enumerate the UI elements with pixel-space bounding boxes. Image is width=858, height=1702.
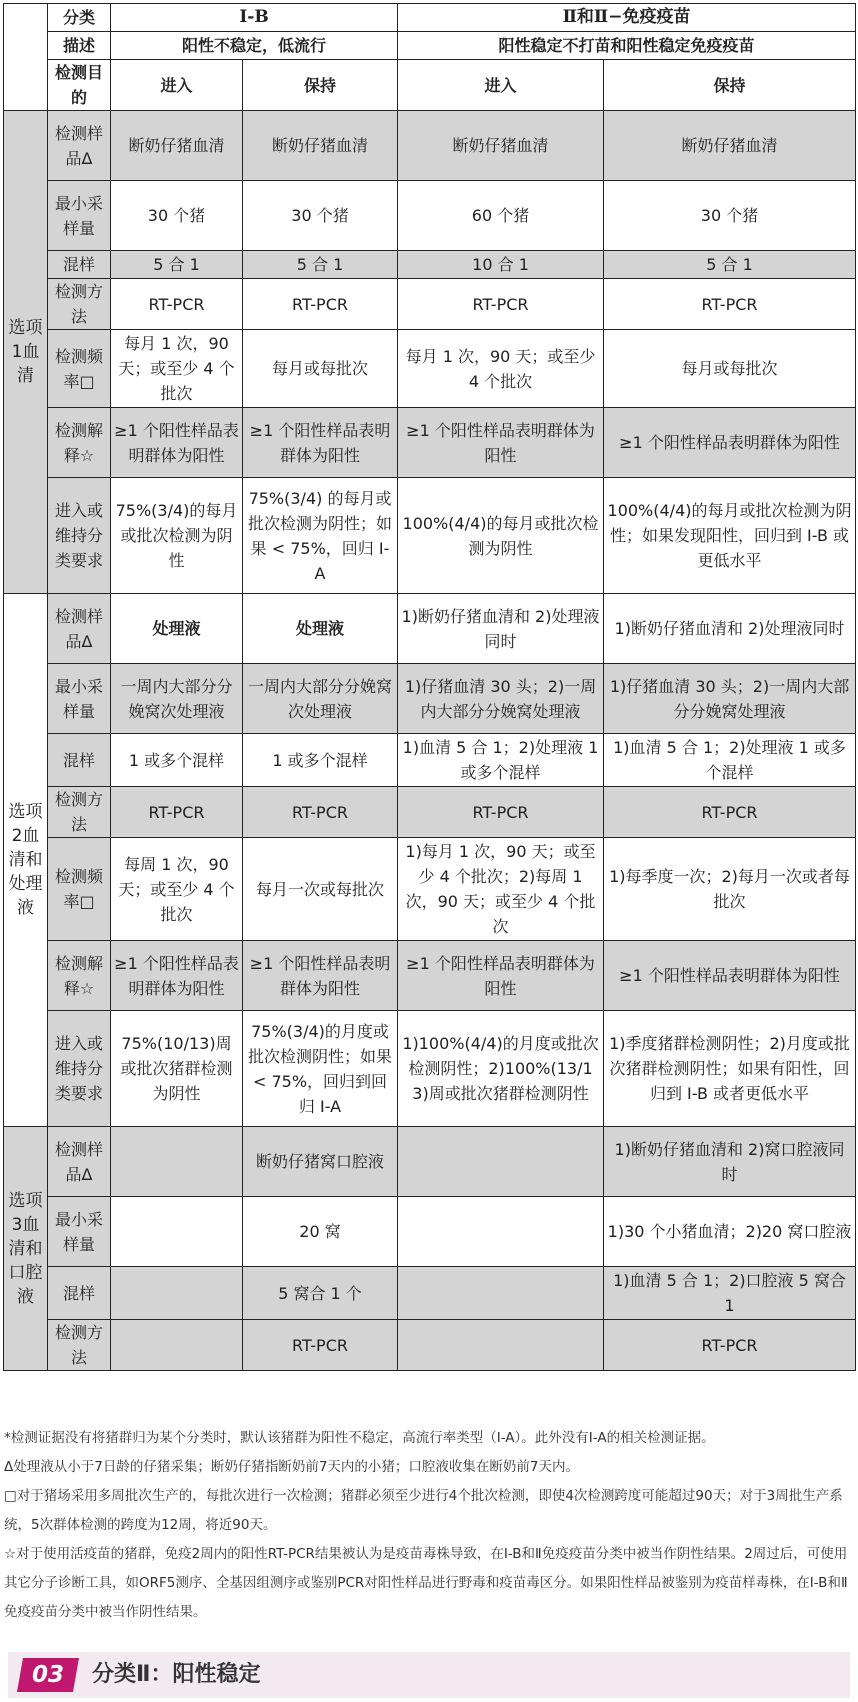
table-cell: ≥1 个阳性样品表明群体为阳性 [604, 408, 856, 478]
table-cell [398, 1127, 604, 1197]
row-label: 检测样品Δ [48, 594, 111, 664]
table-cell: ≥1 个阳性样品表明群体为阳性 [398, 941, 604, 1011]
row-label: 检测样品Δ [48, 1127, 111, 1197]
row-label: 进入或维持分类要求 [48, 1011, 111, 1127]
table-cell: 10 合 1 [398, 251, 604, 279]
section-title: 分类Ⅱ：阳性稳定 [92, 1662, 261, 1687]
table-cell [111, 1267, 243, 1320]
header-description-label: 描述 [48, 32, 111, 60]
table-cell: 每月或每批次 [243, 330, 398, 408]
table-cell: 断奶仔猪血清 [111, 111, 243, 181]
row-label: 检测样品Δ [48, 111, 111, 181]
table-cell: ≥1 个阳性样品表明群体为阳性 [243, 941, 398, 1011]
table-cell: 1)每季度一次；2)每月一次或者每批次 [604, 838, 856, 941]
table-cell: 每月或每批次 [604, 330, 856, 408]
row-label: 检测方法 [48, 787, 111, 838]
row-label: 检测方法 [48, 279, 111, 330]
header-ib-title: I-B [111, 4, 398, 32]
row-label: 最小采样量 [48, 664, 111, 734]
header-ib-maintain: 保持 [243, 60, 398, 111]
table-cell: 30 个猪 [243, 181, 398, 251]
table-cell: 1)季度猪群检测阴性；2)月度或批次猪群检测阴性；如果有阳性，回归到 I-B 或者更低水平 [604, 1011, 856, 1127]
table-cell: 5 合 1 [604, 251, 856, 279]
footnote-star: ☆对于使用活疫苗的猪群，免疫2周内的阳性RT-PCR结果被认为是疫苗毒株导致，在I-B和Ⅱ免疫疫苗分类中被当作阴性结果。2周过后，可使用其它分子诊断工具，如ORF5测序、全基因组测序或鉴别PCR对阳性样品进行野毒和疫苗毒区分。如果阳性样品被鉴别为疫苗样毒株，在I-B和Ⅱ免疫疫苗分类中被当作阴性结果。 [4, 1546, 848, 1620]
table-cell: 1)断奶仔猪血清和 2)窝口腔液同时 [604, 1127, 856, 1197]
table-cell: RT-PCR [243, 787, 398, 838]
table-cell: 75%(3/4)的月度或批次检测阴性；如果 < 75%，回归到回归 I-A [243, 1011, 398, 1127]
table-cell: 每月 1 次，90 天；或至少 4 个批次 [398, 330, 604, 408]
table-cell: ≥1 个阳性样品表明群体为阳性 [243, 408, 398, 478]
row-label: 最小采样量 [48, 1197, 111, 1267]
table-cell: 1)30 个小猪血清；2)20 窝口腔液 [604, 1197, 856, 1267]
table-row [4, 664, 856, 734]
table-cell: 断奶仔猪血清 [604, 111, 856, 181]
table-cell: 5 合 1 [111, 251, 243, 279]
table-cell: 100%(4/4)的每月或批次检测为阴性；如果发现阳性，回归到 I-B 或更低水平 [604, 478, 856, 594]
table-cell [398, 1320, 604, 1371]
table-cell: 1)仔猪血清 30 头；2)一周内大部分分娩窝处理液 [604, 664, 856, 734]
table-cell: 一周内大部分分娩窝次处理液 [111, 664, 243, 734]
table-cell: ≥1 个阳性样品表明群体为阳性 [111, 941, 243, 1011]
table-cell: RT-PCR [604, 1320, 856, 1371]
row-label: 检测解释☆ [48, 408, 111, 478]
footnotes [4, 1424, 854, 1627]
table-cell: 1)血清 5 合 1；2)处理液 1 或多个混样 [398, 734, 604, 787]
table-row [4, 734, 856, 787]
table-row [4, 787, 856, 838]
table-cell: 5 窝合 1 个 [243, 1267, 398, 1320]
table-row [4, 408, 856, 478]
document [3, 3, 855, 1371]
table-row [4, 838, 856, 941]
header-category-label: 分类 [48, 4, 111, 32]
table-cell [111, 1320, 243, 1371]
table-row [4, 330, 856, 408]
row-label: 混样 [48, 251, 111, 279]
row-label: 混样 [48, 734, 111, 787]
table-cell: 75%(3/4)的每月或批次检测为阴性 [111, 478, 243, 594]
table-cell: ≥1 个阳性样品表明群体为阳性 [111, 408, 243, 478]
table-cell: 处理液 [243, 594, 398, 664]
table-row [4, 251, 856, 279]
table-row [4, 478, 856, 594]
table-cell [111, 1197, 243, 1267]
table-cell: 1 或多个混样 [111, 734, 243, 787]
table-cell [398, 1197, 604, 1267]
table-row [4, 279, 856, 330]
table-row [4, 111, 856, 181]
table-cell: 每周 1 次，90 天；或至少 4 个批次 [111, 838, 243, 941]
table-cell [398, 1267, 604, 1320]
table-cell: 1)断奶仔猪血清和 2)处理液同时 [604, 594, 856, 664]
testing-table [3, 3, 856, 1371]
table-row [4, 1011, 856, 1127]
table-cell [111, 1127, 243, 1197]
table-cell: 1)仔猪血清 30 头；2)一周内大部分分娩窝处理液 [398, 664, 604, 734]
table-cell: 60 个猪 [398, 181, 604, 251]
footnote-square: □对于猪场采用多周批次生产的，每批次进行一次检测；猪群必须至少进行4个批次检测，即使4次检测跨度可能超过90天；对于3周批生产系统，5次群体检测的跨度为12周，将近90天。 [4, 1488, 843, 1533]
row-label: 检测方法 [48, 1320, 111, 1371]
table-cell: 75%(10/13)周或批次猪群检测为阴性 [111, 1011, 243, 1127]
table-cell: 1 或多个混样 [243, 734, 398, 787]
table-cell: RT-PCR [243, 279, 398, 330]
option-1-label: 选项1血清 [4, 111, 48, 594]
header-row-purpose [4, 60, 856, 111]
table-cell: ≥1 个阳性样品表明群体为阳性 [604, 941, 856, 1011]
header-row-description [4, 32, 856, 60]
table-cell: 1)断奶仔猪血清和 2)处理液同时 [398, 594, 604, 664]
table-cell: RT-PCR [398, 279, 604, 330]
table-cell: RT-PCR [111, 787, 243, 838]
footnote-delta: Δ处理液从小于7日龄的仔猪采集；断奶仔猪指断奶前7天内的小猪；口腔液收集在断奶前7天内。 [4, 1459, 580, 1475]
row-label: 检测频率□ [48, 330, 111, 408]
table-cell: RT-PCR [604, 279, 856, 330]
table-cell: 1)血清 5 合 1；2)处理液 1 或多个混样 [604, 734, 856, 787]
row-label: 最小采样量 [48, 181, 111, 251]
table-cell: 断奶仔猪血清 [398, 111, 604, 181]
table-cell: RT-PCR [398, 787, 604, 838]
header-purpose-label: 检测目的 [48, 60, 111, 111]
row-label: 检测频率□ [48, 838, 111, 941]
table-cell: 1)100%(4/4)的月度或批次检测阴性；2)100%(13/13)周或批次猪群检测阴性 [398, 1011, 604, 1127]
header-ii-maintain: 保持 [604, 60, 856, 111]
header-ii-description: 阳性稳定不打苗和阳性稳定免疫疫苗 [398, 32, 856, 60]
table-cell: 1)每月 1 次，90 天；或至少 4 个批次；2)每周 1 次，90 天；或至少 4 个批次 [398, 838, 604, 941]
row-label: 混样 [48, 1267, 111, 1320]
header-ii-enter: 进入 [398, 60, 604, 111]
table-cell: RT-PCR [111, 279, 243, 330]
header-ib-description: 阳性不稳定，低流行 [111, 32, 398, 60]
table-cell: 一周内大部分分娩窝次处理液 [243, 664, 398, 734]
header-ii-title: Ⅱ和Ⅱ−免疫疫苗 [398, 4, 856, 32]
table-cell: RT-PCR [604, 787, 856, 838]
table-cell: RT-PCR [243, 1320, 398, 1371]
corner-cell [4, 4, 48, 111]
table-cell: 1)血清 5 合 1；2)口腔液 5 窝合 1 [604, 1267, 856, 1320]
header-ib-enter: 进入 [111, 60, 243, 111]
table-cell: 断奶仔猪窝口腔液 [243, 1127, 398, 1197]
option-3-label: 选项3血清和口腔液 [4, 1127, 48, 1371]
table-cell: 20 窝 [243, 1197, 398, 1267]
option-2-label: 选项2血清和处理液 [4, 594, 48, 1127]
table-cell: 100%(4/4)的每月或批次检测为阴性 [398, 478, 604, 594]
table-cell: 断奶仔猪血清 [243, 111, 398, 181]
header-row-category [4, 4, 856, 32]
table-row [4, 1320, 856, 1371]
table-cell: 处理液 [111, 594, 243, 664]
table-cell: ≥1 个阳性样品表明群体为阳性 [398, 408, 604, 478]
footnote-asterisk: *检测证据没有将猪群归为某个分类时，默认该猪群为阳性不稳定，高流行率类型（I-A）。此外没有I-A的相关检测证据。 [4, 1430, 715, 1446]
table-row [4, 1197, 856, 1267]
table-row [4, 594, 856, 664]
section-number-badge [17, 1658, 79, 1692]
row-label: 进入或维持分类要求 [48, 478, 111, 594]
table-row [4, 941, 856, 1011]
section-number: 03 [31, 1662, 64, 1688]
table-cell: 30 个猪 [604, 181, 856, 251]
table-row [4, 181, 856, 251]
section-banner [8, 1652, 850, 1698]
row-label: 检测解释☆ [48, 941, 111, 1011]
table-row [4, 1267, 856, 1320]
table-cell: 每月一次或每批次 [243, 838, 398, 941]
table-cell: 75%(3/4) 的每月或批次检测为阴性；如果 < 75%，回归 I-A [243, 478, 398, 594]
table-cell: 5 合 1 [243, 251, 398, 279]
table-cell: 每月 1 次，90 天；或至少 4 个批次 [111, 330, 243, 408]
table-cell: 30 个猪 [111, 181, 243, 251]
table-row [4, 1127, 856, 1197]
